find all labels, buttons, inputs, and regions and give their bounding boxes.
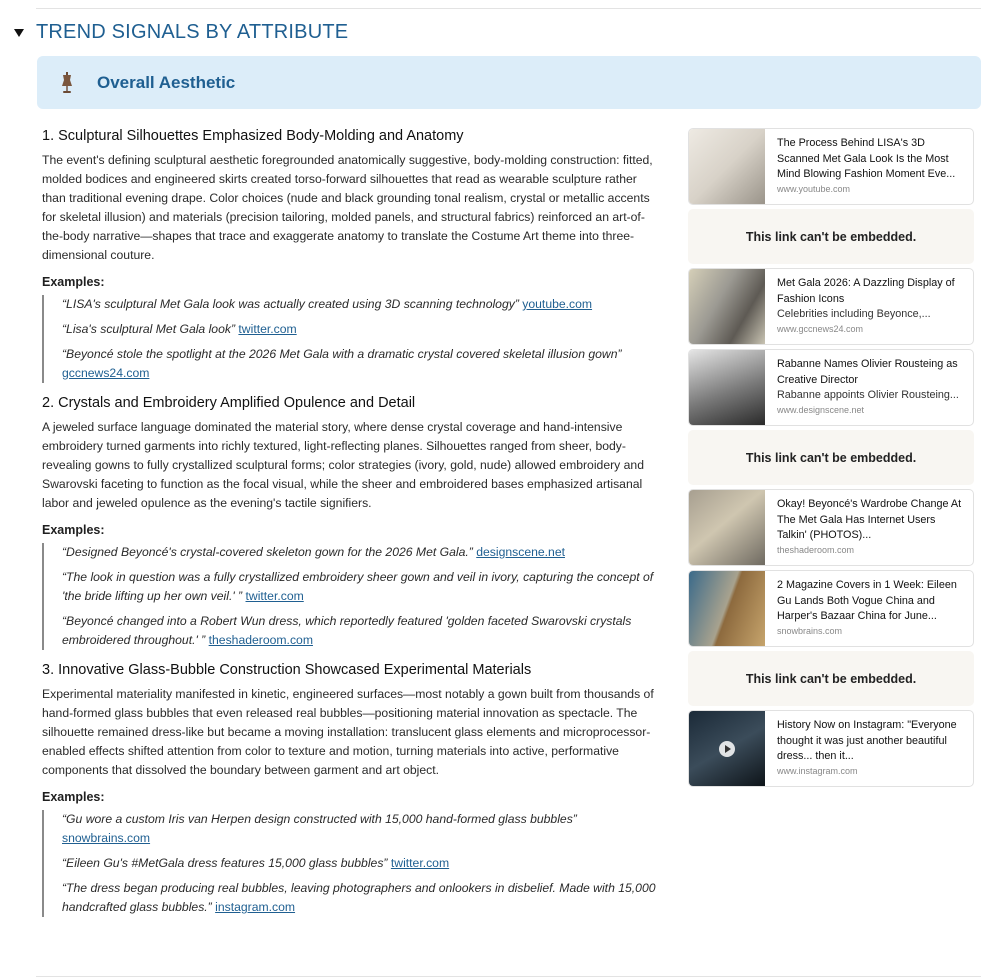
examples-label: Examples: bbox=[42, 790, 105, 804]
source-link[interactable]: twitter.com bbox=[245, 589, 304, 603]
section-title: TREND SIGNALS BY ATTRIBUTE bbox=[36, 21, 349, 43]
examples-list bbox=[42, 543, 657, 650]
examples-label: Examples: bbox=[42, 523, 105, 537]
signals-column bbox=[42, 128, 657, 929]
dress-form-icon bbox=[60, 72, 74, 94]
source-link[interactable]: snowbrains.com bbox=[62, 831, 151, 845]
source-link[interactable]: instagram.com bbox=[215, 900, 296, 914]
source-card[interactable] bbox=[688, 570, 974, 647]
card-url: www.instagram.com bbox=[777, 765, 858, 776]
top-divider bbox=[36, 8, 981, 9]
embed-unavailable-notice: This link can't be embedded. bbox=[688, 209, 974, 264]
examples-list bbox=[42, 810, 657, 917]
example-quote: “LISA's sculptural Met Gala look was actually created using 3D scanning technology” youtube.com bbox=[62, 297, 593, 311]
source-card[interactable] bbox=[688, 489, 974, 566]
example-quote: “Lisa's sculptural Met Gala look” twitter.com bbox=[62, 322, 297, 336]
card-description: Rabanne appoints Olivier Rousteing... bbox=[777, 389, 959, 401]
signal-block bbox=[42, 128, 657, 383]
bottom-divider bbox=[36, 976, 981, 977]
video-thumbnail bbox=[689, 711, 765, 786]
article-thumbnail bbox=[689, 490, 765, 565]
source-card[interactable] bbox=[688, 268, 974, 345]
card-title: Okay! Beyoncé's Wardrobe Change At The Met Gala Has Internet Users Talkin' (PHOTOS)... bbox=[777, 498, 962, 541]
card-title: 2 Magazine Covers in 1 Week: Eileen Gu Lands Both Vogue China and Harper's Bazaar China for June... bbox=[777, 579, 957, 622]
signal-heading: 3. Innovative Glass-Bubble Construction Showcased Experimental Materials bbox=[42, 662, 532, 678]
card-title: History Now on Instagram: "Everyone thought it was just another beautiful dress... then it... bbox=[777, 719, 957, 762]
examples-list bbox=[42, 295, 657, 383]
signal-heading: 1. Sculptural Silhouettes Emphasized Body-Molding and Anatomy bbox=[42, 128, 464, 144]
trend-signals-section-toggle[interactable] bbox=[14, 21, 348, 44]
article-thumbnail bbox=[689, 350, 765, 425]
source-link[interactable]: youtube.com bbox=[522, 297, 593, 311]
source-link[interactable]: designscene.net bbox=[476, 545, 565, 559]
card-url: theshaderoom.com bbox=[777, 544, 855, 555]
example-quote: “Eileen Gu's #MetGala dress features 15,000 glass bubbles” twitter.com bbox=[62, 856, 450, 870]
attribute-label: Overall Aesthetic bbox=[97, 72, 236, 92]
signal-body: The event's defining sculptural aesthetic foregrounded anatomically suggestive, body-molding construction: fitted, molded bodices and engineered skirts created torso-forward silhouettes that read as wearable sculpture rather than traditional evening drape. Color choices (nude and black grounding tonal realism, crystal or metallic accents for skeletal illusion) and materials (precision tailoring, molded panels, and structural fabrics) reinforced an art-of-the-body narrative—shapes that trace and exaggerate anatomy to translate the Costume Art theme into three-dimensional couture. bbox=[42, 153, 653, 262]
embed-unavailable-notice: This link can't be embedded. bbox=[688, 430, 974, 485]
example-quote: “The look in question was a fully crystallized embroidery sheer gown and veil in ivory, capturing the concept of 'the bride lifting up her own veil.' ” twitter.com bbox=[62, 570, 654, 603]
source-card[interactable] bbox=[688, 349, 974, 426]
attribute-banner bbox=[37, 56, 981, 109]
card-description: Celebrities including Beyonce,... bbox=[777, 308, 931, 320]
source-card[interactable] bbox=[688, 710, 974, 787]
source-link[interactable]: twitter.com bbox=[390, 856, 450, 870]
play-icon bbox=[719, 741, 735, 757]
signal-block bbox=[42, 395, 657, 650]
example-quote: “Gu wore a custom Iris van Herpen design constructed with 15,000 hand-formed glass bubbles” snowbrains.com bbox=[62, 812, 577, 845]
signal-body: A jeweled surface language dominated the material story, where dense crystal coverage and hand-intensive embroidery turned garments into richly textured, light-reflecting planes. Silhouettes ranged from sheer, body-revealing gowns to fully crystallized sculptural forms; color strategies (ivory, gold, nude) allowed embroidery and Swarovski faceting to function as the focal visual, while the sheer and embroidered bases emphasized artisanal labor and jeweled opulence as the evening's tactile signifiers. bbox=[42, 420, 644, 510]
article-thumbnail bbox=[689, 269, 765, 344]
card-title: Rabanne Names Olivier Rousteing as Creative Director bbox=[777, 358, 958, 386]
sources-column bbox=[688, 128, 974, 791]
example-quote: “The dress began producing real bubbles, leaving photographers and onlookers in disbelief. Made with 15,000 handcrafted glass bubbles.” instagram.com bbox=[62, 881, 656, 914]
video-thumbnail bbox=[689, 129, 765, 204]
examples-label: Examples: bbox=[42, 275, 105, 289]
signal-heading: 2. Crystals and Embroidery Amplified Opulence and Detail bbox=[42, 395, 416, 411]
article-thumbnail bbox=[689, 571, 765, 646]
source-link[interactable]: theshaderoom.com bbox=[208, 633, 313, 647]
signal-block bbox=[42, 662, 657, 917]
embed-unavailable-notice: This link can't be embedded. bbox=[688, 651, 974, 706]
example-quote: “Beyoncé stole the spotlight at the 2026 Met Gala with a dramatic crystal covered skeletal illusion gown” gccnews24.com bbox=[62, 347, 622, 380]
caret-down-icon bbox=[14, 29, 24, 37]
card-title: The Process Behind LISA's 3D Scanned Met Gala Look Is the Most Mind Blowing Fashion Moment Eve... bbox=[777, 137, 956, 180]
source-link[interactable]: twitter.com bbox=[238, 322, 297, 336]
example-quote: “Designed Beyoncé's crystal-covered skeleton gown for the 2026 Met Gala.” designscene.net bbox=[62, 545, 565, 559]
source-card[interactable] bbox=[688, 128, 974, 205]
signal-body: Experimental materiality manifested in kinetic, engineered surfaces—most notably a gown built from thousands of hand-formed glass bubbles that even released real bubbles—positioning material innovation as spectacle. The silhouette remained dress-like but became a moving installation: translucent glass elements and microprocessor-enabled effects shifted attention from color to texture and motion, turning materials into active, performative components that dissolved the boundary between garment and art object. bbox=[42, 687, 654, 777]
card-url: www.youtube.com bbox=[777, 183, 851, 194]
card-title: Met Gala 2026: A Dazzling Display of Fashion Icons bbox=[777, 277, 955, 305]
card-url: snowbrains.com bbox=[777, 625, 843, 636]
example-quote: “Beyoncé changed into a Robert Wun dress, which reportedly featured 'golden faceted Swarovski crystals embroidered throughout.' ” theshaderoom.com bbox=[62, 614, 632, 647]
source-link[interactable]: gccnews24.com bbox=[62, 366, 150, 380]
card-url: www.gccnews24.com bbox=[777, 323, 864, 334]
card-url: www.designscene.net bbox=[777, 404, 865, 415]
